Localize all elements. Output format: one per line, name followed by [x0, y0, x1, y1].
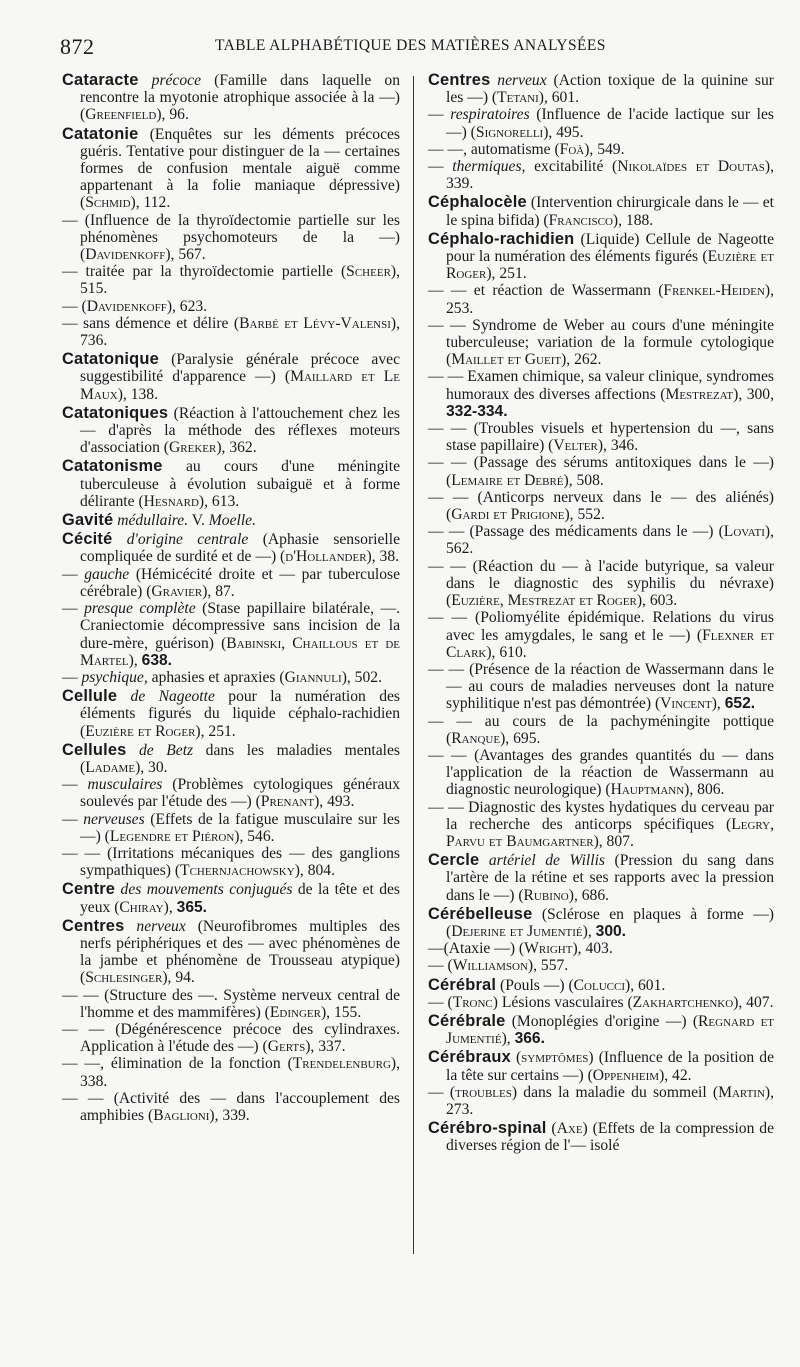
entry-ref: ), 603.	[636, 592, 678, 610]
entry-headword: Catatonisme	[62, 457, 163, 476]
entry-author: Babinski, Chaillous et de Martel	[80, 634, 400, 669]
index-entry	[428, 420, 774, 454]
entry-text: de la tête et des yeux (	[80, 881, 400, 916]
entry-author: Baglioni	[153, 1106, 210, 1124]
index-entry	[62, 72, 400, 124]
entry-headword: Cérébral	[428, 975, 497, 994]
entry-ref: ) Lésions vasculaires (	[492, 993, 633, 1011]
index-entry	[62, 315, 400, 349]
entry-ref: ), 251.	[195, 722, 236, 740]
entry-author: Signorelli	[475, 123, 544, 141]
entry-ref: ), 508.	[563, 471, 604, 489]
entry-ref: ),	[128, 651, 138, 669]
entry-ref: ), 155.	[320, 1003, 362, 1021]
entry-author: Foà	[559, 140, 585, 158]
entry-qualifier: précoce	[151, 72, 202, 89]
index-entry	[62, 351, 400, 403]
entry-qualifier: thermiques,	[452, 158, 526, 176]
entry-author: Oppenheim	[592, 1066, 660, 1084]
entry-text: — — (Présence de la réaction de Wassermann dans le — au cours de maladies nerveuses dont la nature syphilitique n'est pas démontrée) (	[428, 660, 774, 713]
entry-ref: ), 695.	[500, 729, 541, 747]
entry-text: — —, élimination de la fonction (	[62, 1055, 293, 1073]
entry-author: troubles	[455, 1083, 512, 1101]
entry-ref: ), 804.	[294, 862, 335, 880]
entry-text: — (	[428, 993, 453, 1011]
entry-author: Velter	[553, 437, 598, 455]
entry-page-bold: 365.	[176, 898, 207, 916]
entry-ref: ), 736.	[80, 314, 400, 350]
index-entry	[428, 713, 774, 747]
entry-headword: Cérébro-spinal	[428, 1119, 547, 1138]
entry-ref: ), 407.	[733, 993, 774, 1011]
entry-text: — —, automatisme (	[428, 140, 560, 158]
entry-author: Davidenkoff	[85, 246, 166, 264]
entry-page-bold: 300.	[595, 922, 626, 940]
entry-text: (Monoplégies d'origine —) (	[505, 1012, 699, 1030]
index-entry	[62, 126, 400, 212]
entry-ref: ), 601.	[625, 976, 666, 994]
entry-author: Gardi et Prigione	[451, 506, 565, 524]
entry-author: Greker	[169, 439, 217, 457]
entry-author: Wright	[524, 940, 573, 958]
entry-ref: ), 94.	[162, 969, 195, 987]
entry-text: (Hémicécité droite et — par tuberculose cérébrale) (	[80, 565, 400, 600]
entry-author: Williamson	[452, 957, 528, 975]
entry-ref: ), 807.	[593, 832, 634, 850]
entry-headword: Catatonie	[62, 124, 139, 143]
entry-ref: ), 112.	[130, 194, 171, 212]
entry-author: Tronc	[452, 993, 493, 1011]
entry-author: Greenfield	[85, 106, 157, 124]
entry-text: — — Syndrome de Weber au cours d'une méningite tuberculeuse; variation de la formule cytologique (	[428, 316, 774, 369]
entry-headword: Catatoniques	[62, 403, 169, 422]
entry-headword: Centres	[62, 916, 125, 935]
left-column	[62, 70, 400, 1124]
entry-author: Schmid	[85, 194, 131, 212]
entry-author: Hesnard	[143, 492, 199, 510]
index-entry	[428, 799, 774, 851]
entry-text: —(Ataxie —) (	[428, 940, 525, 958]
entry-text: — — Diagnostic des kystes hydatiques du cerveau par la recherche des anticorps spécifiques (	[428, 798, 774, 833]
entry-headword: Cellules	[62, 740, 127, 759]
entry-ref: ), 346.	[597, 437, 639, 455]
index-entry	[428, 141, 774, 158]
entry-author: Gerts	[267, 1038, 306, 1056]
entry-text: — (Influence de la thyroïdectomie partielle sur les phénomènes psychomoteurs de la —) (	[62, 211, 400, 264]
entry-ref: ), 493.	[314, 793, 355, 811]
entry-headword: Cellule	[62, 687, 118, 706]
right-column	[428, 70, 774, 1155]
entry-author: Legendre et Piéron	[109, 827, 235, 845]
index-entry: — respiratoires (Influence de l'acide lactique sur les —) (Signorelli), 495.	[428, 106, 774, 141]
entry-text: excitabilité (	[525, 158, 618, 176]
entry-headword: Cérébelleuse	[428, 904, 533, 923]
entry-author: Ladame	[85, 758, 136, 776]
entry-page-bold: 652.	[724, 695, 756, 713]
entry-headword: Cérébrale	[428, 1011, 506, 1030]
entry-qualifier: artériel de Willis	[488, 852, 605, 870]
index-entry	[428, 940, 774, 957]
entry-author: Lovati	[723, 523, 765, 541]
entry-qualifier: respiratoires	[450, 106, 530, 124]
entry-author: Scheer	[346, 263, 391, 281]
entry-text: — traitée par la thyroïdectomie partielle (	[62, 263, 347, 281]
entry-qualifier: des mouvements conjugués	[120, 881, 293, 899]
entry-headword: Cérébraux	[428, 1048, 511, 1067]
index-entry: — nerveuses (Effets de la fatigue musculaire sur les —) (Legendre et Piéron), 546.	[62, 810, 400, 845]
entry-headword: Céphalo-rachidien	[428, 229, 575, 248]
entry-text: — — (Poliomyélite épidémique. Relations du virus avec les amygdales, le sang et le —) (	[428, 609, 774, 644]
entry-text: (Effets de la fatigue musculaire sur les —) (	[80, 810, 400, 845]
index-entry	[428, 1084, 774, 1118]
index-entry	[62, 845, 400, 879]
entry-qualifier: de Betz	[139, 741, 194, 759]
entry-author: Maillard et Le Maux	[80, 368, 400, 403]
entry-page-bold: 332-334.	[446, 402, 508, 420]
entry-headword: Catatonique	[62, 350, 159, 369]
entry-ref: ), 188.	[612, 211, 654, 229]
index-entry	[62, 458, 400, 510]
index-entry	[428, 558, 774, 610]
entry-qualifier: d'origine centrale	[126, 531, 249, 549]
entry-author: Gravier	[151, 582, 203, 600]
entry-headword: Centres	[428, 71, 491, 89]
index-entry	[62, 531, 400, 565]
entry-qualifier: Moelle.	[208, 512, 256, 530]
entry-ref: ), 623.	[166, 297, 208, 315]
entry-ref: ), 806.	[684, 781, 725, 799]
entry-text: (Pouls —) (	[496, 976, 574, 994]
entry-text: (Réaction à l'attouchement chez les — d'après la méthode des réflexes moteurs d'association (	[80, 404, 400, 457]
entry-author: Nikolaïdes et Doutas	[617, 158, 765, 176]
index-entry	[428, 282, 774, 316]
entry-headword: Cataracte	[62, 71, 139, 89]
entry-author: Euzière et Roger	[85, 722, 196, 740]
entry-text: — — (Passage des sérums antitoxiques dans le —) (	[428, 454, 774, 489]
entry-author: Tchernjachowsky	[180, 862, 295, 880]
entry-text: V.	[188, 512, 205, 530]
entry-ref: ),	[711, 695, 721, 713]
index-entry	[62, 688, 400, 740]
entry-ref: ),	[163, 898, 173, 916]
index-entry	[62, 881, 400, 915]
index-entry	[428, 368, 774, 420]
index-entry	[428, 906, 774, 940]
index-entry	[428, 957, 774, 974]
entry-text: (Stase papillaire bilatérale, —. Craniectomie décompressive sans incision de la dure-mère, guérison) (	[80, 600, 400, 652]
entry-author: Axe	[556, 1120, 583, 1138]
entry-ref: ), 96.	[156, 106, 189, 124]
entry-author: Euzière, Mestrezat et Roger	[451, 592, 637, 610]
entry-text: — — (Dégénérescence précoce des cylindraxes. Application à l'étude des —) (	[62, 1020, 400, 1056]
entry-page-bold: 638.	[141, 651, 173, 669]
entry-author: Martin	[718, 1083, 765, 1101]
entry-text: (Enquêtes sur les déments précoces guéris. Tentative pour distinguer de la — certaines formes de confusion mentale aiguë comme appartenant à la folie maniaque dépressive) (	[80, 125, 400, 212]
entry-ref: ), 552.	[564, 506, 605, 524]
index-entry: — presque complète (Stase papillaire bilatérale, —. Craniectomie décompressive sans incision de la dure-mère, guérison) (Babinski, Chaillous et de Martel), 638.	[62, 600, 400, 669]
entry-qualifier: nerveux	[497, 72, 547, 89]
entry-ref: ), 87.	[202, 582, 235, 600]
entry-author: Rubino	[523, 886, 569, 904]
index-entry	[428, 661, 774, 713]
entry-text: (Pression du sang dans l'artère de la rétine et ses rapports avec la pression dans le —) (	[446, 852, 774, 904]
entry-author: symptômes	[521, 1049, 589, 1067]
index-entry	[62, 987, 400, 1021]
entry-author: Barbé et Lévy-Valensi	[239, 314, 391, 332]
entry-text: (Action toxique de la quinine sur les —) (	[446, 72, 774, 107]
entry-text: — — (Irritations mécaniques des — des ganglions sympathiques) (	[62, 844, 400, 880]
entry-headword: Cécité	[62, 530, 113, 549]
entry-qualifier: psychique,	[81, 668, 148, 686]
entry-ref: ), 613.	[198, 492, 240, 510]
index-entry	[62, 1090, 400, 1124]
index-entry	[428, 72, 774, 106]
entry-qualifier: gauche	[84, 565, 130, 583]
entry-text: (Sclérose en plaques à forme —) (	[446, 905, 774, 940]
entry-author: Giannuli	[284, 668, 342, 686]
entry-ref: ), 403.	[572, 940, 613, 958]
index-entry	[428, 231, 774, 283]
entry-author: Francisco	[548, 211, 613, 229]
entry-headword: Centre	[62, 880, 116, 899]
entry-text: (Paralysie générale précoce avec suggestibilité d'apparence —) (	[80, 351, 400, 386]
entry-text: — — (Avantages des grandes quantités du — dans l'application de la réaction de Wassermann au diagnostic neurologique) (	[428, 746, 774, 799]
entry-author: Lemaire et Debré	[451, 471, 564, 489]
entry-author: Davidenkoff	[86, 297, 167, 315]
entry-author: Frenkel-Heiden	[663, 282, 765, 300]
entry-author: Trendelenburg	[292, 1055, 391, 1073]
entry-author: Ranque	[451, 729, 501, 747]
entry-text: au cours d'une méningite tuberculeuse à évolution subaiguë et à forme délirante (	[80, 458, 400, 510]
entry-ref: ), 495.	[543, 123, 584, 141]
entry-author: Colucci	[573, 976, 626, 994]
entry-ref: ), 30.	[135, 758, 168, 776]
entry-ref: ), 546.	[234, 827, 275, 845]
entry-text: — (	[428, 957, 453, 975]
index-entry	[428, 1120, 774, 1154]
entry-author: Tetani	[497, 89, 539, 107]
entry-ref: ), 562.	[446, 523, 774, 558]
entry-text: (	[546, 1120, 557, 1138]
entry-ref: ), 300,	[733, 385, 774, 403]
entry-qualifier: nerveux	[136, 917, 186, 935]
entry-author: Dejerine et Jumentié	[451, 922, 583, 940]
index-entry	[428, 609, 774, 661]
entry-ref: ) dans la maladie du sommeil (	[511, 1083, 719, 1101]
index-entry	[62, 512, 400, 529]
entry-ref: ),	[582, 922, 592, 940]
entry-text: aphasies et apraxies (	[147, 668, 285, 686]
entry-author: Maillet et Gueit	[451, 351, 562, 369]
index-entry	[62, 918, 400, 987]
entry-page-bold: 366.	[514, 1030, 545, 1048]
entry-text: — — au cours de la pachyméningite pottique (	[428, 712, 774, 747]
entry-ref: ) (Effets de la compression de diverses région de l'— isolé	[446, 1120, 775, 1155]
entry-text: — — (Troubles visuels et hypertension du —, sans stase papillaire) (	[428, 420, 774, 455]
index-entry	[62, 405, 400, 457]
entry-text: — — et réaction de Wassermann (	[428, 282, 664, 300]
entry-text: — — (Activité des — dans l'accouplement des amphibies (	[62, 1089, 400, 1124]
entry-author: Vincent	[660, 695, 712, 713]
index-entry: — musculaires (Problèmes cytologiques généraux soulevés par l'étude des —) (Prenant), 493.	[62, 776, 400, 811]
entry-text: — (	[428, 1083, 456, 1101]
entry-ref: ), 253.	[446, 282, 774, 317]
entry-author: Euzière et Roger	[446, 248, 774, 283]
index-entry	[428, 977, 774, 994]
entry-qualifier: presque complète	[84, 600, 196, 618]
entry-author: d'Hollander	[285, 548, 367, 566]
entry-qualifier: musculaires	[87, 776, 163, 794]
entry-text: (Neurofibromes multiples des nerfs périphériques et des — avec phénomènes de la jambe et phénomène de Trousseau atypique) (	[80, 917, 400, 987]
entry-headword: Cercle	[428, 851, 480, 870]
entry-ref: ), 686.	[568, 886, 610, 904]
entry-author: Flexner et Clark	[446, 626, 774, 661]
entry-text: (Influence de l'acide lactique sur les —) (	[446, 106, 774, 141]
entry-ref: ), 557.	[527, 957, 569, 975]
index-entry	[428, 747, 774, 799]
index-entry	[62, 212, 400, 264]
entry-text: (Liquide) Cellule de Nageotte pour la numération des éléments figurés (	[446, 230, 774, 266]
index-entry	[428, 852, 774, 904]
index-entry	[62, 1021, 400, 1055]
entry-ref: ), 515.	[80, 263, 400, 298]
entry-ref: ), 337.	[305, 1038, 346, 1056]
entry-text: (Aphasie sensorielle compliquée de surdité et de —) (	[80, 531, 400, 566]
entry-ref: ), 502.	[341, 668, 382, 686]
entry-text: — — Examen chimique, sa valeur clinique, syndromes humoraux des diverses affections (	[428, 368, 774, 403]
entry-ref: ), 339.	[446, 158, 775, 193]
entry-author: Regnard et Jumentié	[446, 1012, 775, 1048]
entry-ref: ), 567.	[165, 246, 206, 264]
entry-ref: ), 38.	[366, 548, 400, 566]
entry-qualifier: nerveuses	[83, 810, 145, 828]
entry-author: Edinger	[269, 1003, 321, 1021]
entry-text: (Problèmes cytologiques généraux soulevés par l'étude des —) (	[80, 776, 400, 811]
entry-text: (Famille dans laquelle on rencontre la myotonie atrophique associée à la —) (	[80, 72, 400, 124]
index-entry: — psychique, aphasies et apraxies (Giannuli), 502.	[62, 668, 382, 686]
index-entry	[428, 994, 774, 1011]
entry-author: Mestrezat	[665, 385, 734, 403]
entry-text: pour la numération des éléments figurés du liquide céphalo-rachidien (	[80, 688, 400, 740]
entry-author: Prenant	[260, 793, 315, 811]
entry-text: — — (Réaction du — à l'acide butyrique, sa valeur dans le diagnostic des syphilis du névraxe) (	[428, 557, 774, 610]
entry-text: — — (Anticorps nerveux dans le — des aliénés) (	[428, 488, 774, 524]
index-entry	[428, 1049, 774, 1083]
entry-ref: ), 339.	[209, 1106, 250, 1124]
index-entry	[62, 1055, 400, 1089]
index-entry	[428, 317, 774, 369]
entry-ref: ), 138.	[117, 385, 158, 403]
entry-ref: ), 601.	[538, 89, 580, 107]
entry-ref: ), 273.	[446, 1083, 774, 1118]
entry-ref: ) (Influence de la position de la tête sur certains —) (	[446, 1049, 775, 1084]
entry-ref: ), 362.	[216, 439, 257, 457]
entry-text: — — (Passage des médicaments dans le —) (	[428, 523, 724, 541]
column-divider	[413, 76, 414, 1254]
index-entry: — gauche (Hémicécité droite et — par tuberculose cérébrale) (Gravier), 87.	[62, 565, 400, 600]
entry-headword: Gavité	[62, 511, 114, 530]
index-entry	[428, 1013, 774, 1047]
entry-ref: ),	[501, 1030, 511, 1048]
entry-author: Hauptmann	[610, 781, 685, 799]
index-entry	[62, 263, 400, 297]
entry-text: — sans démence et délire (	[62, 314, 240, 332]
entry-text: — — (Structure des —. Système nerveux central de l'homme et des mammifères) (	[62, 986, 400, 1021]
entry-qualifier: de Nageotte	[130, 688, 215, 706]
entry-author: Chiray	[119, 898, 164, 916]
entry-text: dans les maladies mentales (	[80, 741, 400, 776]
entry-author: Legry, Parvu et Baumgartner	[446, 815, 774, 850]
entry-text: (Intervention chirurgicale dans le — et le spina bifida) (	[446, 194, 774, 229]
entry-text: — (	[62, 297, 87, 315]
index-entry	[428, 194, 774, 228]
page-number: 872	[60, 34, 95, 59]
index-entry	[428, 489, 774, 523]
entry-author: Zakhartchenko	[632, 993, 734, 1011]
entry-ref: ), 42.	[659, 1066, 692, 1084]
index-entry	[428, 523, 774, 557]
entry-qualifier: médullaire.	[117, 512, 189, 530]
entry-ref: ), 251.	[486, 265, 527, 283]
entry-ref: ), 610.	[486, 643, 527, 661]
running-title: TABLE ALPHABÉTIQUE DES MATIÈRES ANALYSÉES	[215, 37, 606, 54]
entry-headword: Céphalocèle	[428, 193, 527, 212]
entry-ref: ), 338.	[80, 1055, 400, 1090]
index-entry	[62, 298, 400, 315]
entry-text: (	[510, 1049, 522, 1067]
index-entry	[428, 454, 774, 488]
index-entry: — thermiques, excitabilité (Nikolaïdes et Doutas), 339.	[428, 158, 775, 193]
index-entry	[62, 742, 400, 776]
entry-ref: ), 549.	[584, 140, 625, 158]
entry-author: Schlesinger	[85, 969, 163, 987]
entry-ref: ), 262.	[561, 351, 602, 369]
